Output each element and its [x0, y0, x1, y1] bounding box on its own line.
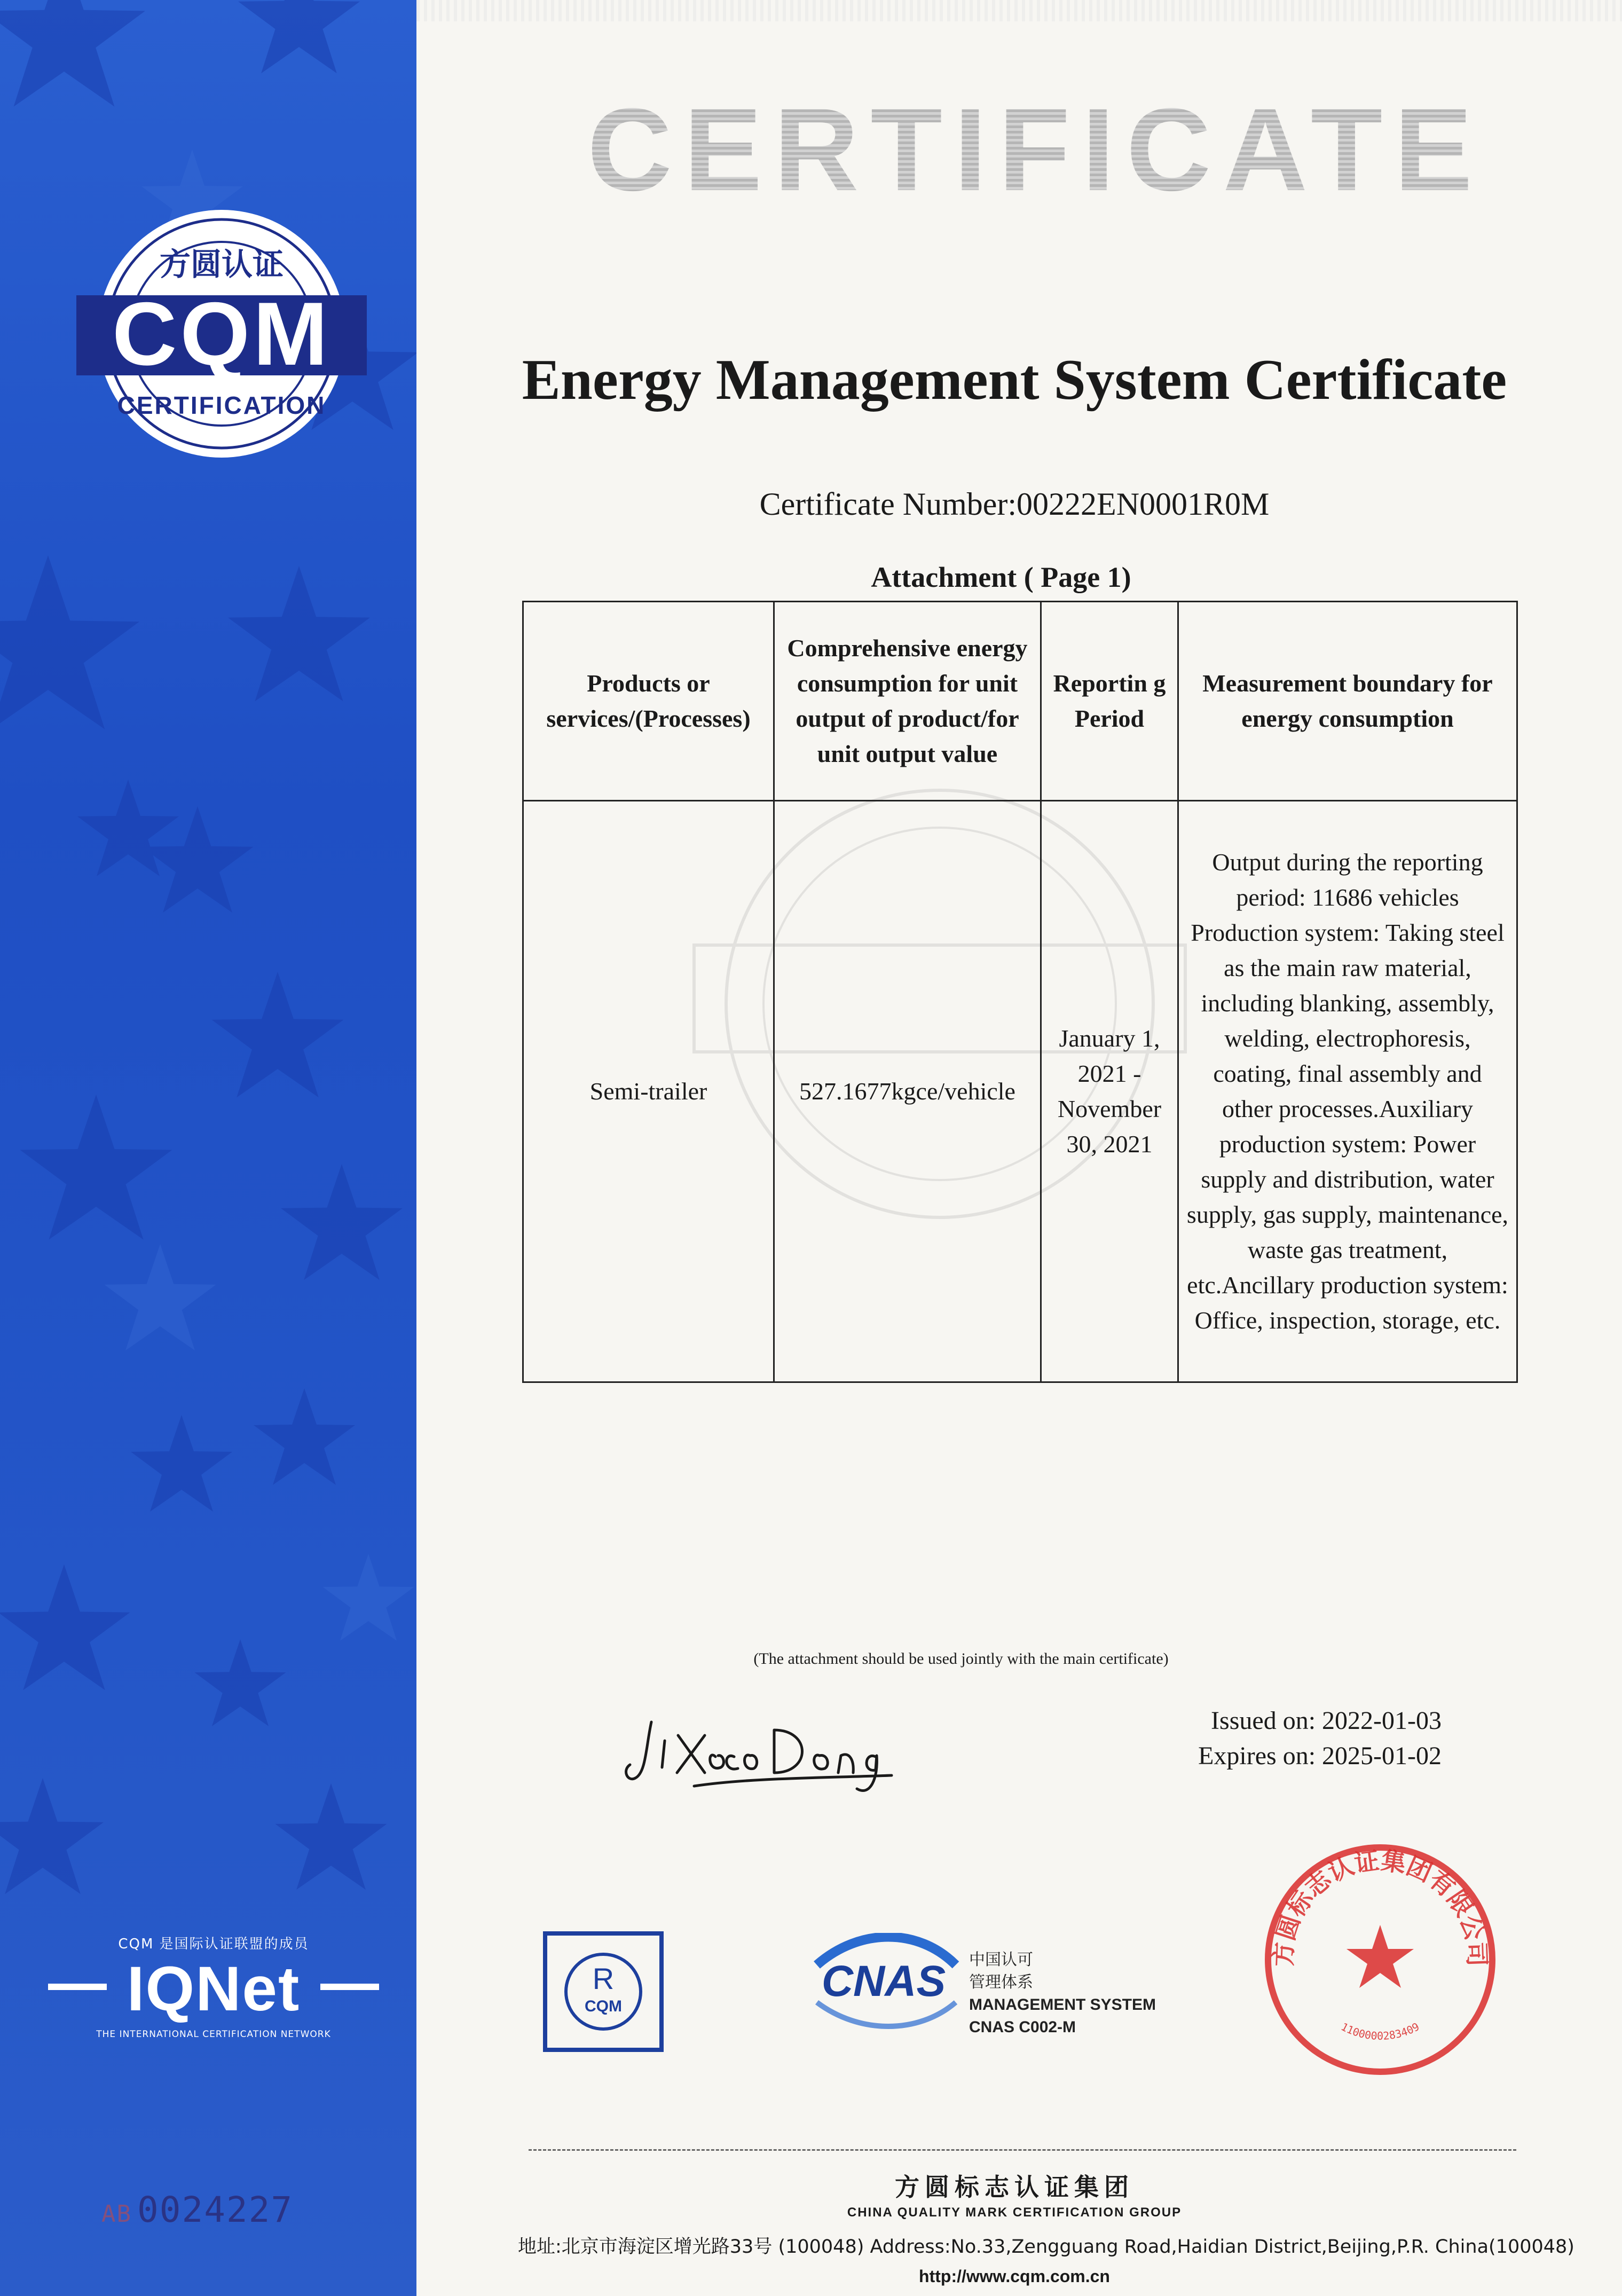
serial-value: 0024227 — [137, 2189, 294, 2230]
top-border-strip — [416, 0, 1622, 21]
cell-product: Semi-trailer — [523, 801, 774, 1382]
attachment-note: (The attachment should be used jointly with the main certificate) — [753, 1650, 1169, 1668]
cnas-line-3: MANAGEMENT SYSTEM — [969, 1996, 1156, 2014]
svg-text:1100000283409: 1100000283409 — [1338, 2020, 1422, 2042]
expires-on: Expires on: 2025-01-02 — [1198, 1742, 1442, 1770]
serial-prefix: AB — [101, 2200, 132, 2228]
iqnet-member-logo — [43, 1933, 384, 2056]
page-title: Energy Management System Certificate — [522, 348, 1507, 412]
col-header-boundary: Measurement boundary for energy consumption — [1178, 602, 1517, 801]
svg-text:方圆认证: 方圆认证 — [159, 246, 284, 282]
cnas-text-block — [969, 1949, 1156, 2039]
issued-on: Issued on: 2022-01-03 — [1211, 1707, 1442, 1735]
cnas-line-4: CNAS C002-M — [969, 2018, 1076, 2036]
left-decorative-band — [0, 0, 416, 2296]
issue-dates — [1068, 1703, 1442, 1774]
table-header-row — [523, 602, 1517, 801]
svg-text:方圆标志认证集团有限公司: 方圆标志认证集团有限公司 — [1269, 1846, 1492, 1967]
company-seal-stamp — [1260, 1839, 1500, 2080]
col-header-consumption: Comprehensive energy consumption for unit output of product/for unit output value — [774, 602, 1041, 801]
iqnet-tagline: THE INTERNATIONAL CERTIFICATION NETWORK — [96, 2029, 331, 2040]
svg-text:R: R — [592, 1962, 615, 1995]
svg-text:CERTIFICATION: CERTIFICATION — [117, 391, 326, 419]
signature-image — [614, 1698, 913, 1805]
cell-period: January 1, 2021 - November 30, 2021 — [1041, 801, 1178, 1382]
attachment-table — [522, 601, 1518, 1383]
col-header-products: Products or services/(Processes) — [523, 602, 774, 801]
footer-divider — [529, 2149, 1516, 2151]
iqnet-member-text: CQM 是国际认证联盟的成员 — [118, 1936, 309, 1952]
certificate-banner: CERTIFICATE — [566, 80, 1506, 208]
certificate-number: Certificate Number:00222EN0001R0M — [759, 486, 1270, 522]
cnas-line-1: 中国认可 — [969, 1951, 1033, 1969]
cell-boundary: Output during the reporting period: 11686 vehicles Production system: Taking steel as the main raw material, including blanking, assembly, welding, electrophoresis, coating, final assembly and other processes.Auxiliary production system: Power supply and distribution, water supply, gas supply, maintenance, waste gas treatment, etc.Ancillary production system: Office, inspection, storage, etc. — [1178, 801, 1517, 1382]
registered-cqm-mark — [542, 1930, 665, 2053]
cqm-certification-logo — [72, 206, 371, 462]
table-row — [523, 801, 1517, 1382]
svg-text:CNAS: CNAS — [821, 1957, 946, 2006]
serial-number — [101, 2189, 293, 2230]
iqnet-wordmark: IQNet — [127, 1954, 301, 2024]
cell-consumption: 527.1677kgce/vehicle — [774, 801, 1041, 1382]
svg-text:CQM: CQM — [112, 284, 331, 384]
attachment-heading: Attachment ( Page 1) — [871, 561, 1131, 593]
cnas-accreditation-logo — [796, 1933, 966, 2029]
svg-text:CQM: CQM — [585, 1998, 622, 2015]
address: 地址:北京市海淀区增光路33号 (100048) Address:No.33,Zengguang Road,Haidian District,Beijing,P.R. China(100048) — [518, 2236, 1574, 2258]
group-name-en: CHINA QUALITY MARK CERTIFICATION GROUP — [847, 2205, 1182, 2220]
col-header-period: Reportin g Period — [1041, 602, 1178, 801]
cnas-line-2: 管理体系 — [969, 1973, 1033, 1991]
group-name-cn: 方圆标志认证集团 — [895, 2173, 1134, 2201]
website-url: http://www.cqm.com.cn — [919, 2267, 1110, 2286]
